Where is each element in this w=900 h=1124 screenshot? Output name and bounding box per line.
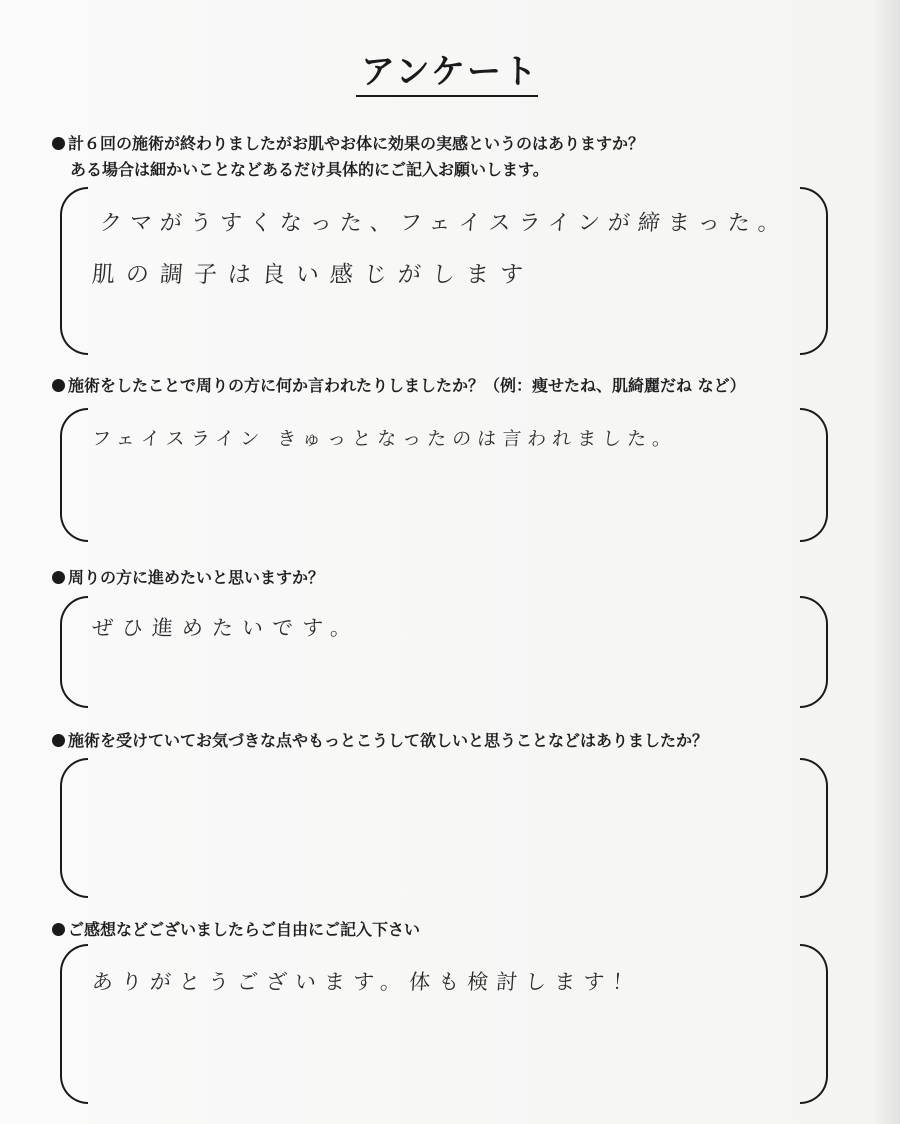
title-underline	[356, 95, 538, 97]
question-3	[52, 565, 324, 591]
question-1-line2: ある場合は細かいことなどあるだけ具体的にご記入お願いします。	[70, 160, 549, 179]
answer-box-3-right-bracket	[800, 596, 828, 708]
answer-box-4-right-bracket	[800, 758, 828, 898]
bullet-icon	[52, 379, 65, 392]
answer-box-2-left-bracket	[60, 408, 88, 542]
answer-3-line1: ぜひ進めたいです。	[91, 616, 362, 640]
question-1-line1: 計６回の施術が終わりましたがお肌やお体に効果の実感というのはありますか？	[68, 134, 645, 153]
answer-1-line2: 肌の調子は良い感じがします	[90, 262, 535, 288]
question-5-line1: ご感想などございましたらご自由にご記入下さい	[68, 920, 421, 939]
bullet-icon	[52, 923, 65, 936]
answer-box-5-right-bracket	[800, 944, 828, 1104]
paper-shadow-edge	[872, 0, 900, 1124]
answer-5-line1: ありがとうございます。体も検討します！	[91, 970, 643, 994]
page-title: アンケート	[361, 52, 539, 92]
answer-box-5-left-bracket	[60, 944, 88, 1104]
answer-box-2-right-bracket	[800, 408, 828, 542]
bullet-icon	[52, 137, 65, 150]
answer-1-line1: クマがうすくなった、フェイスラインが締まった。	[98, 211, 789, 236]
bullet-icon	[52, 571, 65, 584]
answer-box-3-left-bracket	[60, 596, 88, 708]
question-3-line1: 周りの方に進めたいと思いますか？	[68, 568, 325, 587]
question-1	[52, 131, 644, 183]
question-5	[52, 917, 420, 943]
question-4-line1: 施術を受けていてお気づきな点やもっとこうして欲しいと思うことなどはありましたか？	[68, 731, 709, 750]
question-4	[52, 728, 708, 754]
question-2-line1: 施術をしたことで周りの方に何か言われたりしましたか？（例：痩せたね、肌綺麗だね など）	[68, 376, 746, 395]
bullet-icon	[52, 734, 65, 747]
question-2	[52, 373, 746, 399]
answer-box-1-left-bracket	[60, 187, 88, 355]
answer-box-1-right-bracket	[800, 187, 828, 355]
answer-box-4-left-bracket	[60, 758, 88, 898]
answer-2-line1: フェイスライン きゅっとなったのは言われました。	[91, 428, 679, 450]
